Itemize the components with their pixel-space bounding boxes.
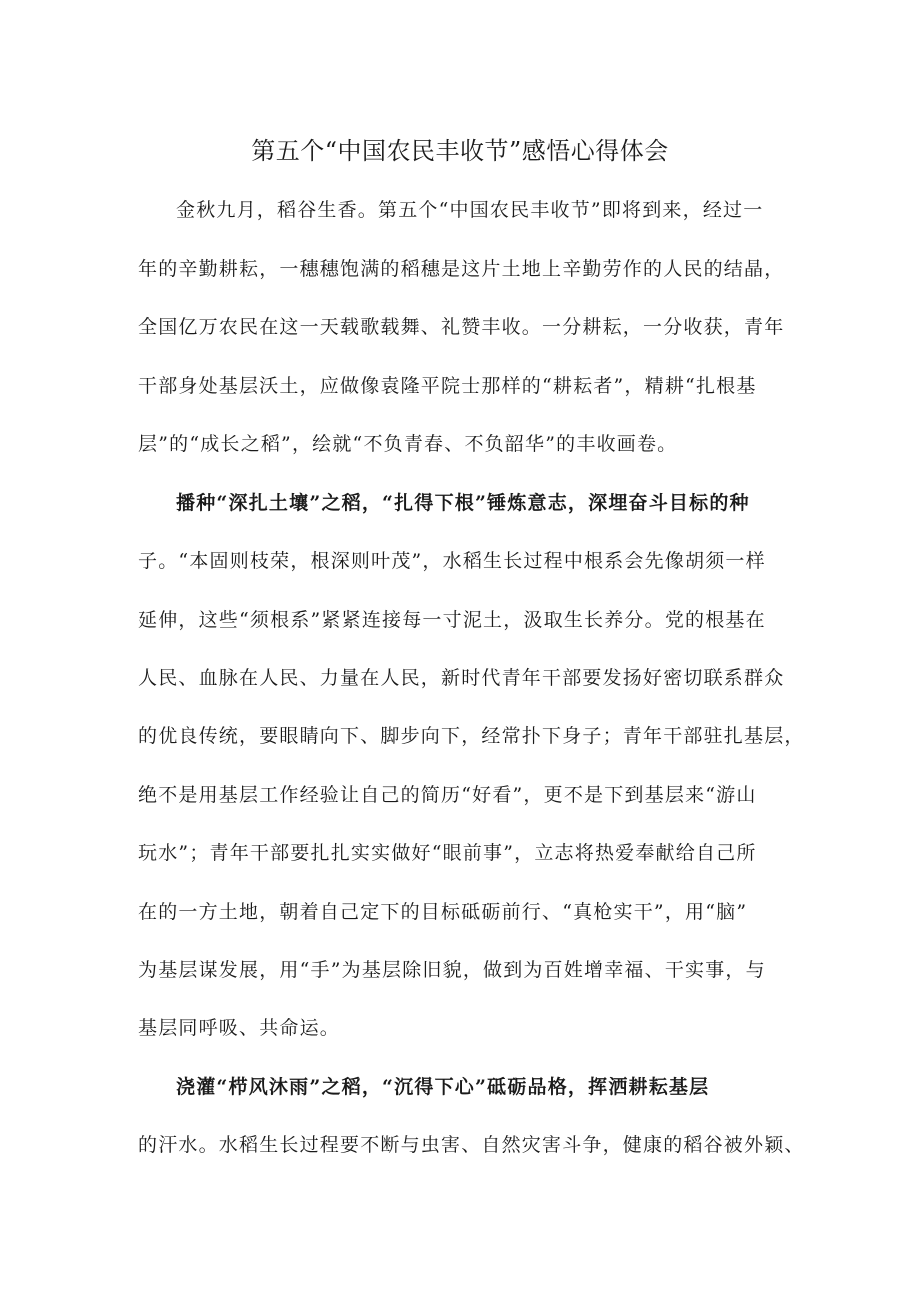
paragraph-line: 基层同呼吸、共命运。: [138, 1017, 341, 1039]
paragraph-line: 全国亿万农民在这一天载歌载舞、礼赞丰收。一分耕耘，一分收获，青年: [138, 316, 785, 338]
document-title: 第五个“中国农民丰收节”感悟心得体会: [251, 137, 669, 165]
paragraph-line: 层”的“成长之稻”，绘就“不负青春、不负韶华”的丰收画卷。: [138, 433, 678, 455]
paragraph-line: 玩水”；青年干部要扎扎实实做好“眼前事”，立志将热爱奉献给自己所: [138, 842, 757, 864]
paragraph-line: 为基层谋发展，用“手”为基层除旧貌，做到为百姓增幸福、干实事，与: [138, 959, 766, 981]
paragraph-line: 播种“深扎土壤”之稻，“扎得下根”锤炼意志，深埋奋斗目标的种: [176, 492, 750, 514]
paragraph-line: 浇灌“栉风沐雨”之稻，“沉得下心”砥砺品格，挥洒耕耘基层: [176, 1076, 710, 1098]
paragraph-line: 子。“本固则枝荣，根深则叶茂”，水稻生长过程中根系会先像胡须一样: [138, 550, 766, 572]
paragraph-line: 年的辛勤耕耘，一穗穗饱满的稻穗是这片土地上辛勤劳作的人民的结晶，: [138, 258, 785, 280]
paragraph-line: 人民、血脉在人民、力量在人民，新时代青年干部要发扬好密切联系群众: [138, 667, 785, 689]
paragraph-line: 延伸，这些“须根系”紧紧连接每一寸泥土，汲取生长养分。党的根基在: [138, 609, 766, 631]
paragraph-line: 绝不是用基层工作经验让自己的简历“好看”，更不是下到基层来“游山: [138, 784, 757, 806]
paragraph-line: 的汗水。水稻生长过程要不断与虫害、自然灾害斗争，健康的稻谷被外颖、: [138, 1134, 805, 1156]
paragraph-line: 金秋九月，稻谷生香。第五个“中国农民丰收节”即将到来，经过一: [176, 199, 764, 221]
paragraph-line: 的优良传统，要眼睛向下、脚步向下，经常扑下身子；青年干部驻扎基层，: [138, 725, 805, 747]
paragraph-line: 干部身处基层沃土，应做像袁隆平院士那样的“耕耘者”，精耕“扎根基: [138, 375, 757, 397]
paragraph-line: 在的一方土地，朝着自己定下的目标砥砺前行、“真枪实干”，用“脑”: [138, 901, 748, 923]
